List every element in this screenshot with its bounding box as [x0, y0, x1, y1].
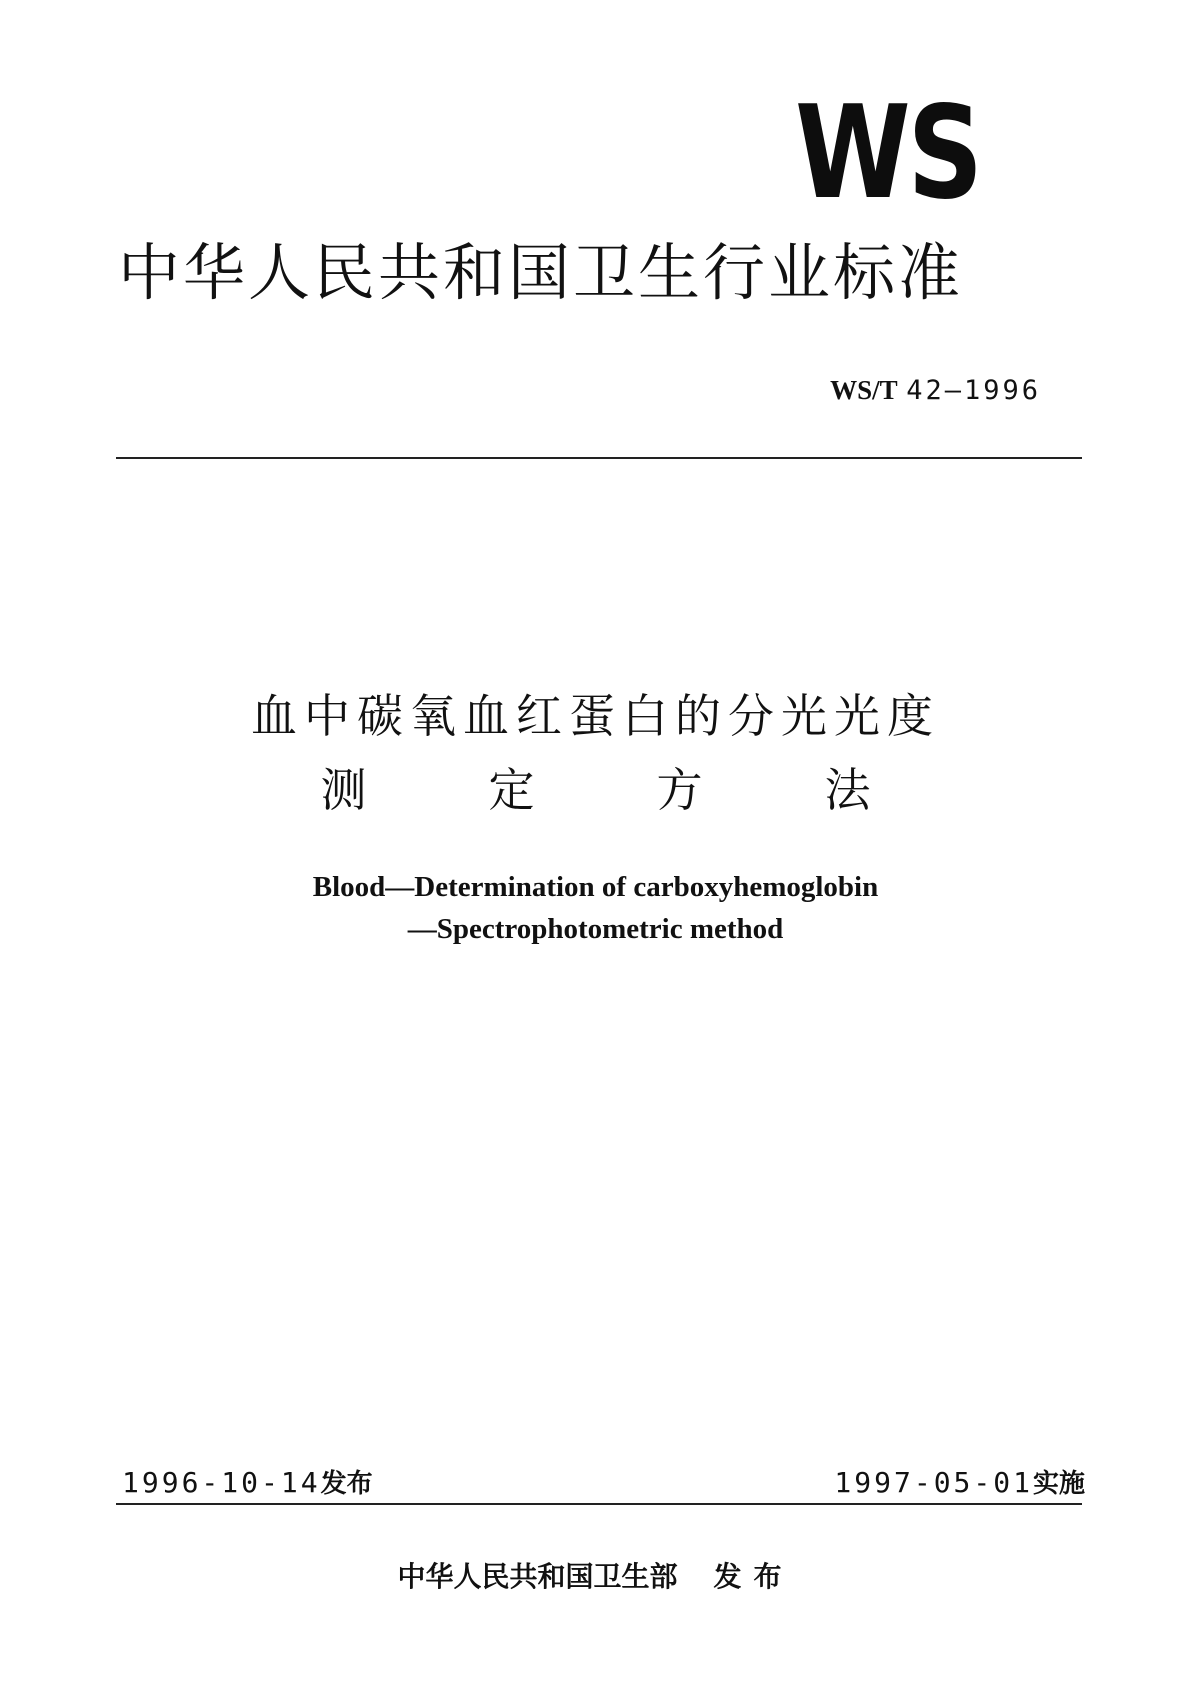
standard-code-prefix: WS/T — [830, 375, 898, 405]
publisher-line — [0, 1557, 1191, 1597]
document-title-en-line2: —Spectrophotometric method — [407, 913, 784, 945]
issue-date — [122, 1465, 373, 1502]
standard-category-title: 中华人民共和国卫生行业标准 — [118, 236, 964, 309]
effective-date — [834, 1465, 1085, 1502]
effective-date-value: 1997-05-01 — [834, 1466, 1033, 1499]
document-title-en-line1: Blood—Determination of carboxyhemoglobin — [312, 871, 879, 903]
document-title-cn-line1: 血中碳氧血红蛋白的分光光度 — [251, 689, 940, 743]
issue-date-label: 发布 — [320, 1469, 373, 1499]
publisher-name: 中华人民共和国卫生部 — [397, 1560, 678, 1593]
effective-date-label: 实施 — [1032, 1469, 1085, 1499]
standard-code-number: 42—1996 — [906, 375, 1041, 406]
header-divider — [116, 457, 1082, 459]
footer-divider — [116, 1503, 1082, 1505]
issue-date-value: 1996-10-14 — [122, 1466, 321, 1499]
ws-logo: WS — [795, 79, 980, 228]
publisher-action: 发布 — [713, 1560, 794, 1593]
standard-code — [830, 372, 1041, 409]
document-title-cn-line2: 测定方法 — [320, 763, 993, 817]
